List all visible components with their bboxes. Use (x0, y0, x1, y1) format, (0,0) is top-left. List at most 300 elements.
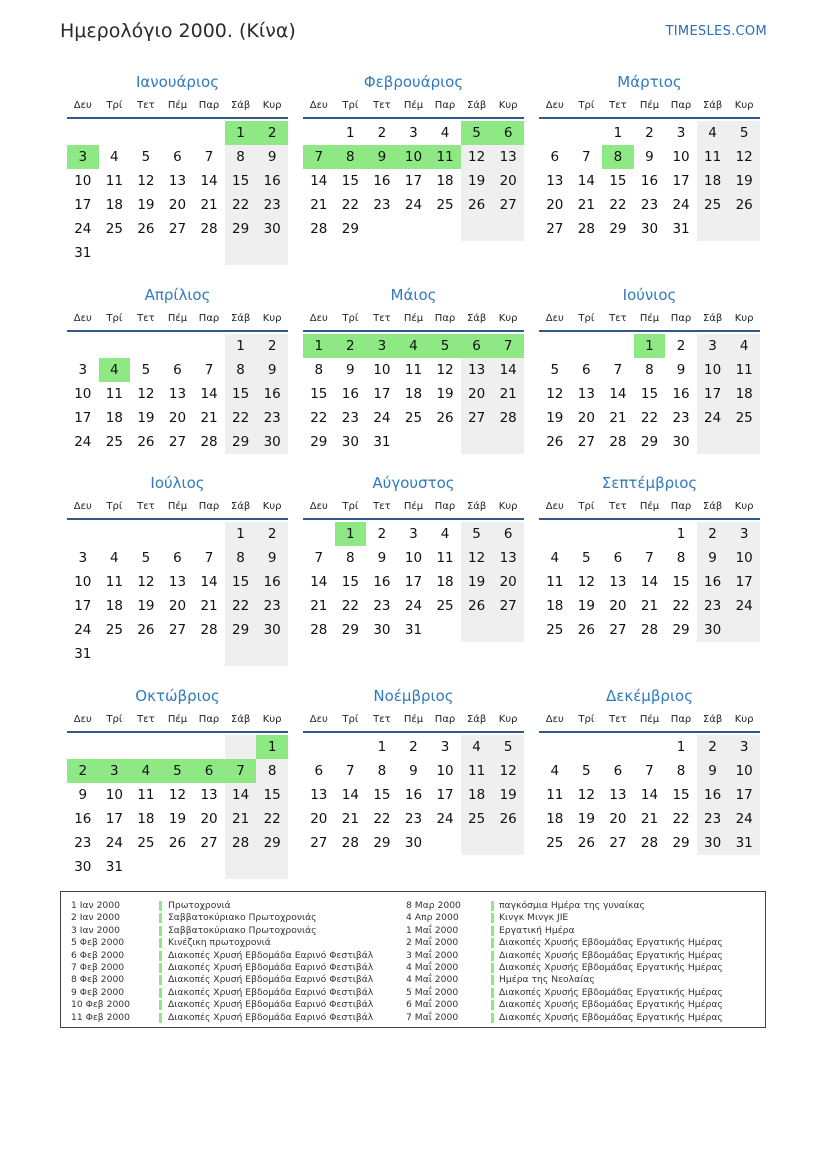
day-cell: 29 (225, 618, 257, 642)
weekday-label: Παρ (670, 313, 692, 324)
day-cell: 14 (200, 386, 218, 402)
day-cell: 9 (346, 362, 355, 378)
day-cell: 26 (137, 221, 155, 237)
empty-cell (492, 831, 524, 855)
weekday-label: Σάβ (230, 313, 251, 324)
day-cell: 18 (728, 382, 760, 406)
day-cell: 31 (74, 646, 92, 662)
day-cell: 28 (640, 835, 659, 851)
day-cell: 2 (676, 338, 686, 354)
day-cell: 10 (74, 386, 92, 402)
empty-cell (162, 855, 194, 879)
day-cell: 19 (461, 169, 493, 193)
weekday-label: Δευ (545, 714, 564, 725)
day-cell: 13 (577, 386, 595, 402)
day-cell: 12 (137, 173, 155, 189)
empty-cell (303, 735, 335, 759)
day-cell: 22 (672, 598, 690, 614)
day-cell: 13 (492, 145, 524, 169)
holiday-day-cell: 2 (256, 121, 288, 145)
day-cell: 1 (377, 739, 387, 755)
day-cell: 5 (550, 362, 560, 378)
day-cell: 13 (609, 574, 627, 590)
weekday-header (67, 95, 288, 119)
empty-cell (193, 334, 225, 358)
day-cell: 1 (225, 522, 257, 546)
day-cell: 3 (728, 522, 760, 546)
day-cell: 29 (672, 622, 690, 638)
empty-cell (461, 430, 493, 454)
day-cell: 12 (168, 787, 187, 803)
legend-date: 4 Μαΐ 2000 (406, 974, 459, 986)
day-cell: 21 (200, 598, 218, 614)
holiday-day-cell: 7 (225, 759, 257, 783)
holiday-day-cell: 4 (398, 334, 430, 358)
day-cell: 24 (672, 197, 690, 213)
day-cell: 15 (640, 386, 659, 402)
weekday-label: Πέμ (639, 501, 660, 512)
day-cell: 12 (492, 759, 524, 783)
weekday-header (303, 709, 524, 733)
weekday-label: Τετ (609, 714, 627, 725)
holiday-marker (159, 963, 162, 973)
empty-cell (99, 735, 131, 759)
day-cell: 29 (672, 835, 690, 851)
weekday-header (303, 496, 524, 520)
day-cell: 29 (640, 434, 659, 450)
day-cell: 31 (373, 434, 391, 450)
weekday-label: Δευ (73, 714, 92, 725)
holiday-marker (159, 938, 162, 948)
brand-link[interactable]: TIMESLES.COM (665, 24, 767, 39)
holiday-day-cell: 2 (335, 334, 367, 358)
day-cell: 15 (609, 173, 627, 189)
day-cell: 9 (676, 362, 686, 378)
day-cell: 29 (341, 221, 359, 237)
legend-holiday-name: Διακοπές Χρυσή Εβδομάδα Εαρινό Φεστιβάλ (168, 999, 374, 1011)
weekday-label: Τετ (609, 100, 627, 111)
day-cell: 30 (256, 430, 288, 454)
weekday-label: Σάβ (466, 714, 487, 725)
day-cell: 27 (609, 835, 627, 851)
day-cell: 29 (225, 217, 257, 241)
weekday-label: Κυρ (498, 313, 518, 324)
day-cell: 25 (105, 622, 123, 638)
day-cell: 7 (582, 149, 591, 165)
weekday-label: Κυρ (262, 100, 282, 111)
day-cell: 7 (613, 362, 623, 378)
day-cell: 2 (645, 125, 654, 141)
day-cell: 23 (256, 406, 288, 430)
empty-cell (461, 618, 493, 642)
weekday-label: Πέμ (167, 100, 188, 111)
day-cell: 16 (697, 570, 729, 594)
holiday-day-cell: 11 (429, 145, 461, 169)
day-cell: 20 (492, 169, 524, 193)
day-cell: 6 (173, 149, 182, 165)
month-calendar (303, 284, 524, 454)
weekday-label: Πέμ (403, 313, 424, 324)
weekday-label: Κυρ (498, 100, 518, 111)
day-cell: 20 (492, 570, 524, 594)
day-cell: 4 (550, 763, 560, 779)
day-cell: 25 (436, 197, 454, 213)
weekday-label: Δευ (545, 100, 564, 111)
legend-holiday-name: Διακοπές Χρυσή Εβδομάδα Εαρινό Φεστιβάλ (168, 949, 374, 961)
day-cell: 27 (546, 221, 564, 237)
day-cell: 4 (550, 550, 560, 566)
empty-cell (99, 642, 131, 666)
day-cell: 13 (609, 787, 627, 803)
empty-cell (67, 735, 99, 759)
day-cell: 2 (697, 522, 729, 546)
day-cell: 14 (200, 173, 218, 189)
day-cell: 24 (373, 410, 391, 426)
day-cell: 28 (341, 835, 359, 851)
day-cell: 24 (436, 811, 454, 827)
day-cell: 19 (492, 783, 524, 807)
day-cell: 9 (256, 546, 288, 570)
day-cell: 26 (728, 193, 760, 217)
day-cell: 11 (404, 362, 423, 378)
day-cell: 10 (404, 550, 423, 566)
empty-cell (162, 121, 194, 145)
day-cell: 18 (137, 811, 155, 827)
legend-holiday-name: Κινγκ Μινγκ JIE (499, 912, 569, 924)
empty-cell (571, 121, 603, 145)
day-cell: 19 (577, 811, 595, 827)
day-cell: 21 (640, 811, 659, 827)
empty-cell (602, 334, 634, 358)
day-cell: 30 (256, 618, 288, 642)
weekday-label: Πέμ (167, 501, 188, 512)
day-cell: 28 (200, 221, 218, 237)
legend-holiday-name: Διακοπές Χρυσής Εβδομάδας Εργατικής Ημέρας (499, 1011, 723, 1023)
empty-cell (193, 642, 225, 666)
day-cell: 13 (168, 173, 187, 189)
day-cell: 15 (672, 574, 690, 590)
day-cell: 9 (256, 145, 288, 169)
day-cell: 28 (492, 406, 524, 430)
day-cell: 8 (377, 763, 387, 779)
day-cell: 26 (577, 622, 595, 638)
legend-holiday-name: Διακοπές Χρυσή Εβδομάδα Εαρινό Φεστιβάλ (168, 974, 374, 986)
day-cell: 6 (173, 550, 182, 566)
day-cell: 15 (341, 574, 359, 590)
month-name: Σεπτέμβριος (601, 474, 698, 492)
day-cell: 17 (74, 410, 92, 426)
day-cell: 16 (640, 173, 659, 189)
day-cell: 25 (546, 835, 564, 851)
day-cell: 20 (168, 598, 187, 614)
day-cell: 7 (645, 550, 654, 566)
holiday-marker (159, 975, 162, 985)
holiday-marker (159, 951, 162, 961)
legend-date: 6 Φεβ 2000 (71, 949, 125, 961)
day-cell: 12 (546, 386, 564, 402)
empty-cell (335, 735, 367, 759)
day-cell: 21 (609, 410, 627, 426)
day-cell: 3 (78, 362, 88, 378)
day-cell: 23 (256, 193, 288, 217)
day-cell: 18 (546, 598, 564, 614)
day-cell: 23 (697, 807, 729, 831)
day-cell: 22 (373, 811, 391, 827)
day-cell: 4 (110, 550, 119, 566)
weekday-label: Τρί (342, 100, 359, 111)
day-grid (539, 735, 760, 855)
holiday-day-cell: 5 (461, 121, 493, 145)
day-cell: 8 (225, 145, 257, 169)
day-grid (303, 334, 524, 454)
day-grid (303, 735, 524, 855)
weekday-label: Κυρ (498, 714, 518, 725)
day-cell: 3 (440, 739, 450, 755)
day-cell: 22 (341, 197, 359, 213)
day-cell: 11 (697, 145, 729, 169)
weekday-label: Κυρ (262, 501, 282, 512)
day-cell: 26 (137, 434, 155, 450)
weekday-label: Τρί (578, 501, 595, 512)
day-cell: 14 (640, 787, 659, 803)
month-calendar (67, 685, 288, 879)
day-cell: 15 (225, 169, 257, 193)
day-cell: 13 (461, 358, 493, 382)
empty-cell (130, 642, 162, 666)
empty-cell (193, 241, 225, 265)
empty-cell (225, 855, 257, 879)
day-cell: 16 (672, 386, 690, 402)
holiday-marker (159, 988, 162, 998)
month-name: Δεκέμβριος (605, 687, 693, 705)
day-cell: 26 (436, 410, 454, 426)
empty-cell (162, 735, 194, 759)
empty-cell (256, 241, 288, 265)
day-cell: 14 (225, 783, 257, 807)
empty-cell (130, 121, 162, 145)
empty-cell (225, 642, 257, 666)
day-cell: 18 (436, 173, 454, 189)
weekday-label: Κυρ (498, 501, 518, 512)
day-cell: 21 (200, 410, 218, 426)
day-cell: 3 (728, 735, 760, 759)
day-cell: 10 (74, 574, 92, 590)
empty-cell (461, 831, 493, 855)
day-cell: 15 (310, 386, 328, 402)
legend-date: 3 Μαΐ 2000 (406, 949, 459, 961)
legend-holiday-name: Εργατική Ημέρα (499, 924, 575, 936)
day-cell: 4 (697, 121, 729, 145)
holiday-day-cell: 7 (492, 334, 524, 358)
day-cell: 30 (697, 618, 729, 642)
legend-holiday-name: Διακοπές Χρυσής Εβδομάδας Εργατικής Ημέρας (499, 937, 723, 949)
day-cell: 28 (310, 221, 328, 237)
day-cell: 26 (577, 835, 595, 851)
weekday-label: Τετ (137, 100, 155, 111)
day-cell: 8 (225, 546, 257, 570)
day-cell: 7 (204, 362, 214, 378)
weekday-label: Δευ (309, 100, 328, 111)
day-cell: 6 (314, 763, 324, 779)
day-cell: 15 (373, 787, 391, 803)
day-cell: 20 (200, 811, 218, 827)
day-cell: 14 (200, 574, 218, 590)
day-cell: 6 (582, 362, 591, 378)
weekday-label: Τρί (342, 714, 359, 725)
weekday-label: Τετ (373, 313, 391, 324)
day-cell: 27 (200, 835, 218, 851)
day-cell: 20 (546, 197, 564, 213)
weekday-label: Παρ (198, 313, 220, 324)
weekday-label: Δευ (545, 501, 564, 512)
weekday-label: Δευ (309, 714, 328, 725)
weekday-label: Τετ (373, 714, 391, 725)
day-cell: 25 (546, 622, 564, 638)
holiday-marker (159, 1013, 162, 1023)
day-cell: 27 (461, 406, 493, 430)
day-cell: 18 (105, 410, 123, 426)
legend-holiday-name: Διακοπές Χρυσή Εβδομάδα Εαρινό Φεστιβάλ (168, 1011, 374, 1023)
weekday-label: Πέμ (167, 313, 188, 324)
day-cell: 27 (310, 835, 328, 851)
day-cell: 23 (74, 835, 92, 851)
empty-cell (303, 121, 335, 145)
day-cell: 3 (409, 125, 418, 141)
day-cell: 10 (105, 787, 123, 803)
day-cell: 25 (697, 193, 729, 217)
day-cell: 21 (577, 197, 595, 213)
day-cell: 2 (256, 334, 288, 358)
day-cell: 19 (137, 410, 155, 426)
day-cell: 2 (409, 739, 418, 755)
holiday-day-cell: 6 (461, 334, 493, 358)
day-cell: 23 (373, 598, 391, 614)
month-calendar (303, 472, 524, 642)
day-cell: 18 (697, 169, 729, 193)
day-grid (67, 121, 288, 265)
day-cell: 15 (341, 173, 359, 189)
day-cell: 24 (74, 622, 92, 638)
empty-cell (162, 642, 194, 666)
empty-cell (303, 522, 335, 546)
empty-cell (130, 522, 162, 546)
day-cell: 15 (256, 783, 288, 807)
day-cell: 25 (105, 434, 123, 450)
day-grid (303, 522, 524, 642)
day-cell: 2 (697, 735, 729, 759)
day-cell: 28 (577, 221, 595, 237)
empty-cell (429, 831, 461, 855)
day-grid (67, 334, 288, 454)
day-cell: 27 (492, 193, 524, 217)
weekday-label: Σάβ (466, 100, 487, 111)
legend-date: 8 Μαρ 2000 (406, 900, 461, 911)
empty-cell (67, 522, 99, 546)
day-cell: 5 (141, 149, 151, 165)
day-cell: 17 (672, 173, 690, 189)
day-cell: 4 (728, 334, 760, 358)
day-cell: 31 (404, 622, 423, 638)
day-cell: 26 (546, 434, 564, 450)
weekday-label: Σάβ (466, 313, 487, 324)
day-cell: 1 (225, 334, 257, 358)
day-cell: 16 (74, 811, 92, 827)
day-cell: 16 (697, 783, 729, 807)
day-cell: 21 (640, 598, 659, 614)
month-calendar (67, 284, 288, 454)
day-cell: 2 (377, 125, 387, 141)
weekday-label: Πέμ (167, 714, 188, 725)
holiday-day-cell: 1 (256, 735, 288, 759)
day-cell: 24 (404, 598, 423, 614)
weekday-header (539, 709, 760, 733)
day-cell: 6 (613, 550, 623, 566)
day-cell: 13 (546, 173, 564, 189)
day-cell: 13 (492, 546, 524, 570)
empty-cell (571, 522, 603, 546)
day-cell: 24 (728, 807, 760, 831)
day-cell: 13 (168, 386, 187, 402)
weekday-label: Τετ (137, 714, 155, 725)
day-cell: 29 (341, 622, 359, 638)
legend-date: 4 Μαΐ 2000 (406, 961, 459, 973)
day-cell: 30 (672, 434, 690, 450)
day-cell: 3 (409, 526, 418, 542)
day-cell: 7 (346, 763, 355, 779)
day-cell: 14 (577, 173, 595, 189)
day-grid (303, 121, 524, 241)
weekday-label: Τρί (578, 100, 595, 111)
holiday-marker (159, 913, 162, 923)
day-cell: 28 (640, 622, 659, 638)
empty-cell (728, 618, 760, 642)
day-cell: 17 (74, 197, 92, 213)
day-cell: 14 (492, 358, 524, 382)
weekday-label: Κυρ (734, 313, 754, 324)
weekday-label: Τετ (137, 313, 155, 324)
empty-cell (429, 430, 461, 454)
weekday-header (303, 308, 524, 332)
weekday-label: Σάβ (230, 100, 251, 111)
holiday-day-cell: 6 (492, 121, 524, 145)
weekday-label: Δευ (73, 313, 92, 324)
day-cell: 5 (582, 763, 591, 779)
day-cell: 22 (609, 197, 627, 213)
empty-cell (602, 735, 634, 759)
day-cell: 11 (546, 574, 564, 590)
month-name: Νοέμβριος (373, 687, 454, 705)
holiday-day-cell: 5 (162, 759, 194, 783)
weekday-label: Τετ (609, 501, 627, 512)
day-cell: 10 (373, 362, 391, 378)
weekday-label: Παρ (434, 714, 456, 725)
day-cell: 21 (225, 807, 257, 831)
weekday-label: Δευ (73, 501, 92, 512)
day-cell: 21 (310, 197, 328, 213)
day-cell: 12 (137, 574, 155, 590)
weekday-label: Τρί (106, 501, 123, 512)
day-cell: 8 (256, 759, 288, 783)
day-cell: 25 (436, 598, 454, 614)
empty-cell (429, 618, 461, 642)
day-cell: 10 (436, 763, 454, 779)
month-name: Οκτώβριος (135, 687, 220, 705)
day-cell: 6 (613, 763, 623, 779)
empty-cell (162, 334, 194, 358)
empty-cell (492, 217, 524, 241)
day-cell: 31 (105, 859, 123, 875)
weekday-label: Τρί (106, 100, 123, 111)
